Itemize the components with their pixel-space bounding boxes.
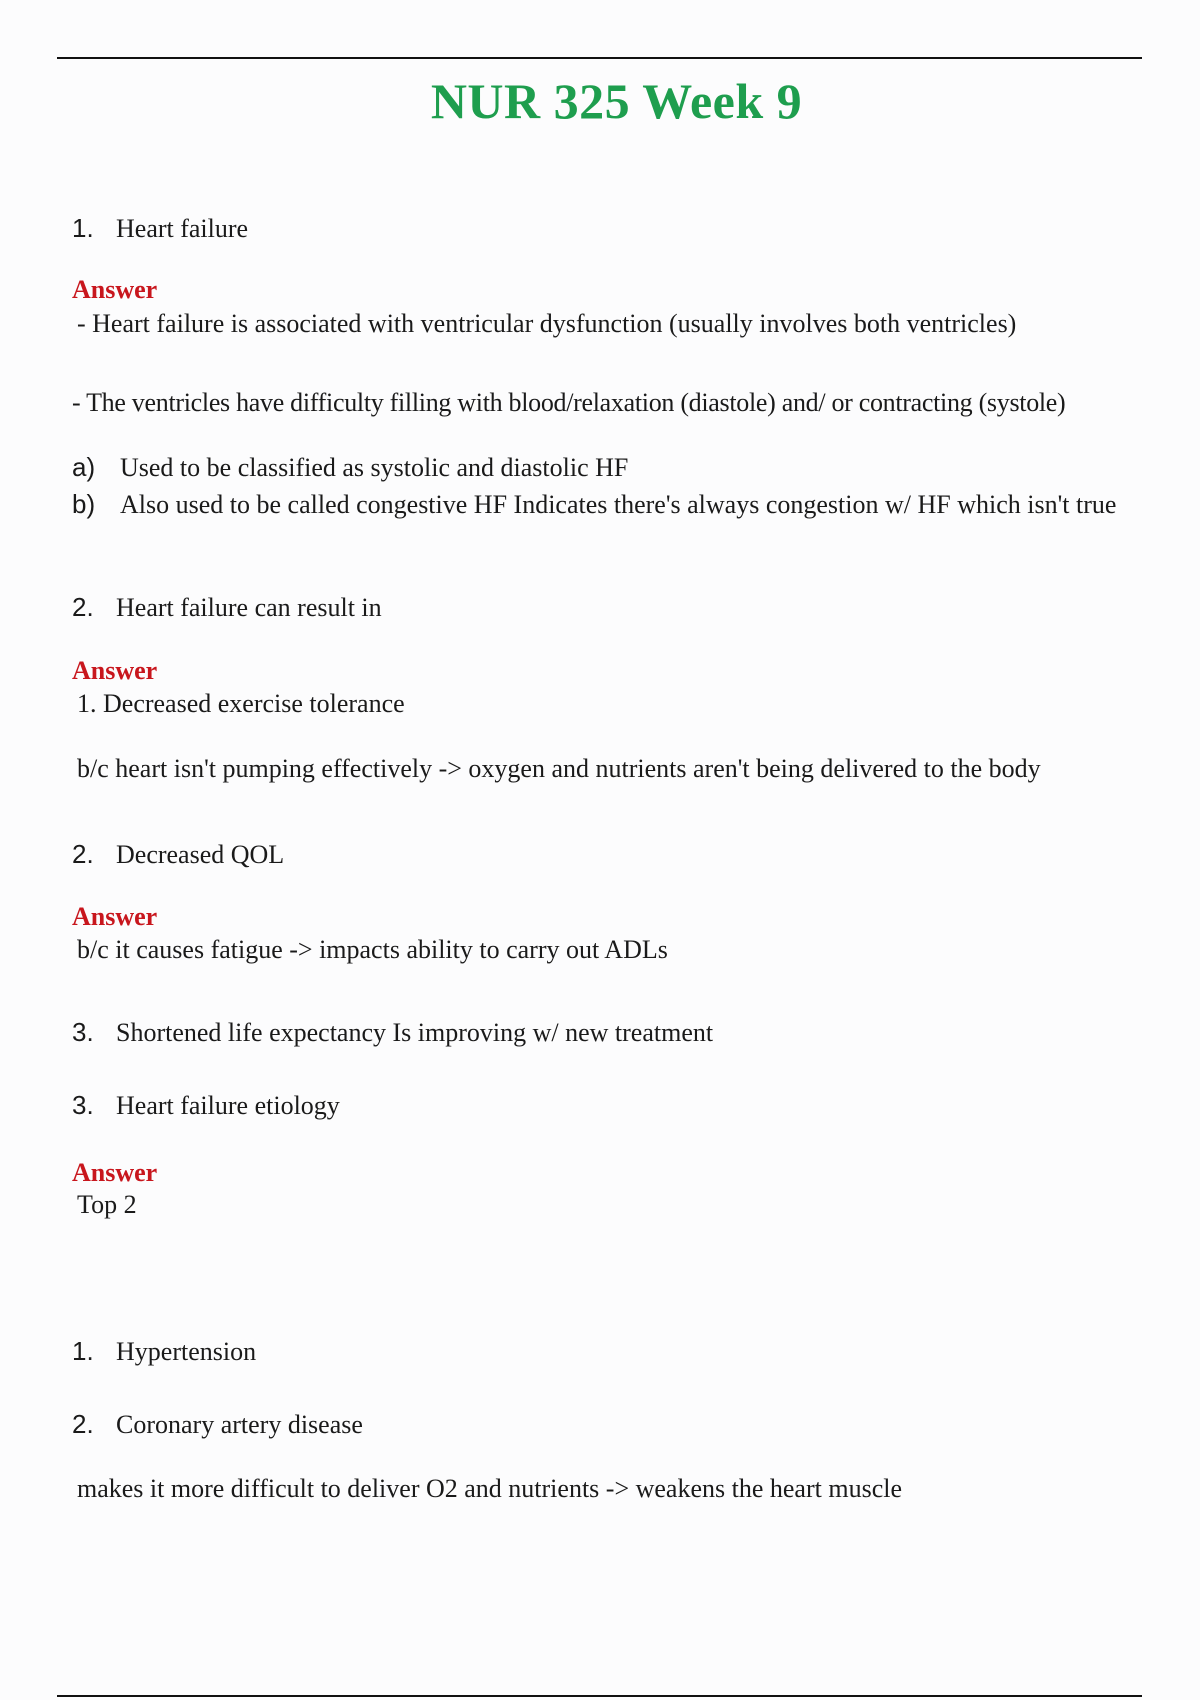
question-number: 2.: [72, 592, 94, 622]
answer-line: 1. Decreased exercise tolerance: [77, 689, 405, 718]
list-item: [72, 1409, 363, 1440]
question-text: Heart failure can result in: [116, 593, 382, 622]
question-3: [72, 1090, 340, 1121]
answer-label: Answer: [72, 275, 158, 304]
question-text: Heart failure: [116, 214, 249, 243]
answer-label: Answer: [72, 1158, 158, 1187]
bottom-rule: [57, 1695, 1142, 1697]
sub-marker: a): [72, 452, 96, 482]
sub-text: Also used to be called congestive HF Indicates there's always congestion w/ HF which isn't true: [120, 490, 1117, 519]
item-number: 2.: [72, 1409, 94, 1439]
answer-line: Top 2: [77, 1190, 137, 1219]
sub-text: Used to be classified as systolic and diastolic HF: [120, 453, 629, 482]
top-rule: [57, 57, 1142, 59]
question-text: Heart failure etiology: [116, 1091, 340, 1120]
sub-marker: b): [72, 489, 96, 519]
item-number: 1.: [72, 1336, 94, 1366]
item-text: Shortened life expectancy Is improving w/ new treatment: [116, 1018, 714, 1047]
answer-line: b/c it causes fatigue -> impacts ability to carry out ADLs: [77, 935, 668, 964]
list-item: [72, 839, 284, 870]
answer-label: Answer: [72, 902, 158, 931]
list-item: [72, 1336, 256, 1367]
question-number: 3.: [72, 1090, 94, 1120]
list-item: [72, 1017, 713, 1048]
sub-item-b: [72, 489, 1152, 520]
answer-line: b/c heart isn't pumping effectively -> oxygen and nutrients aren't being delivered to the body: [77, 754, 1041, 783]
answer-line: - Heart failure is associated with ventricular dysfunction (usually involves both ventricles): [77, 309, 1017, 338]
answer-line: - The ventricles have difficulty filling with blood/relaxation (diastole) and/ or contracting (systole): [72, 388, 1066, 417]
question-number: 1.: [72, 213, 94, 243]
item-number: 3.: [72, 1017, 94, 1047]
answer-label: Answer: [72, 656, 158, 685]
question-2: [72, 592, 382, 623]
item-text: Decreased QOL: [116, 840, 285, 869]
item-text: Coronary artery disease: [116, 1410, 363, 1439]
item-text: Hypertension: [116, 1337, 257, 1366]
page-title: NUR 325 Week 9: [430, 73, 803, 129]
question-1: [72, 213, 248, 244]
answer-line: makes it more difficult to deliver O2 and nutrients -> weakens the heart muscle: [77, 1474, 902, 1503]
sub-item-a: [72, 452, 628, 483]
item-number: 2.: [72, 839, 94, 869]
